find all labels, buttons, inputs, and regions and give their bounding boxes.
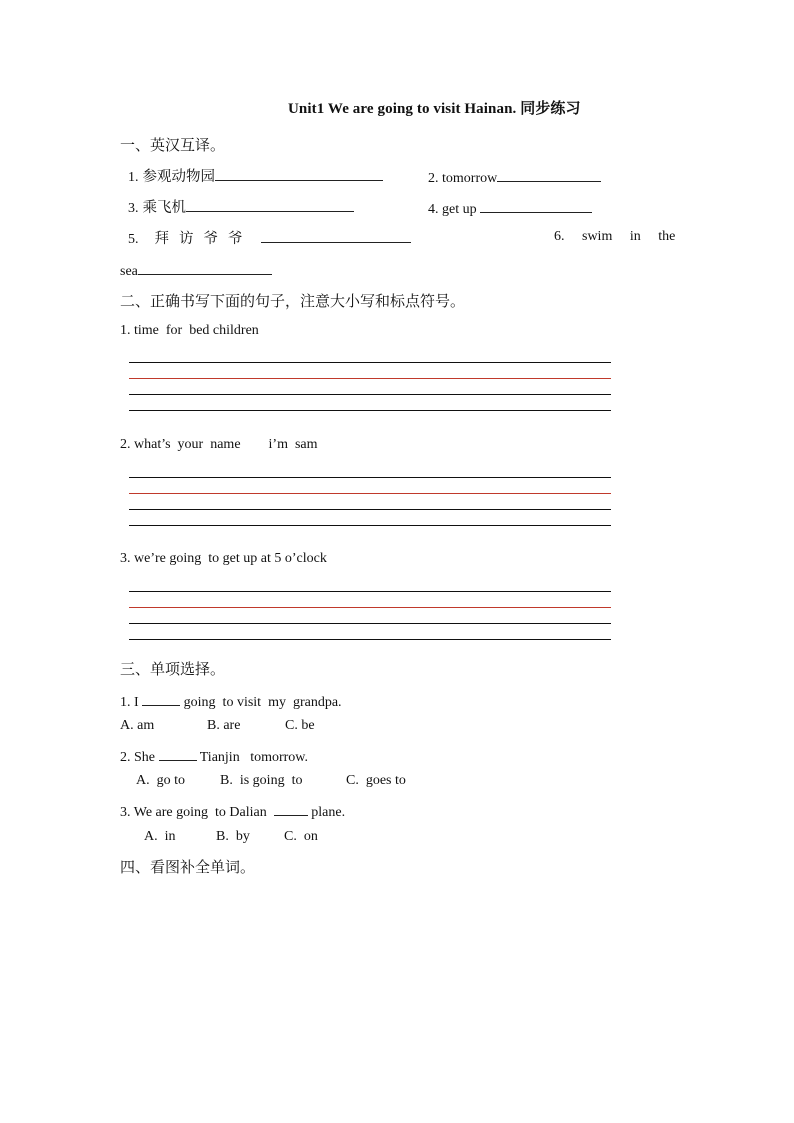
item-number: 5. [128,232,139,247]
item-text: 乘飞机 [142,200,186,216]
option-b[interactable]: B. by [216,829,250,844]
s3-question-2 [120,746,308,766]
item-number: 3. [128,201,139,216]
answer-blank[interactable] [142,691,180,706]
s1-item-6 [554,229,675,245]
item-char: 拜 [154,231,169,247]
writing-line-red [129,607,611,608]
s3-question-3 [120,801,345,821]
question-stem: plane. [307,805,346,820]
writing-line [129,525,611,526]
option-b[interactable]: B. is going to [220,773,303,788]
writing-line [129,410,611,411]
writing-line [129,623,611,624]
writing-line [129,394,611,395]
section-1-heading: 一、英汉互译。 [120,136,226,154]
item-number: 1. [128,170,139,185]
option-c[interactable]: C. on [284,829,318,844]
s2-item-1 [120,323,259,339]
answer-blank[interactable] [138,260,272,275]
item-text: 参观动物园 [142,169,215,185]
answer-blank[interactable] [274,801,308,816]
item-char: 爷 [203,231,218,247]
writing-line [129,362,611,363]
item-word: in [629,229,641,244]
item-text: what’s your name i’m sam [134,437,318,452]
s1-item-2 [428,167,601,187]
s1-item-4 [428,198,592,218]
section-4-heading: 四、看图补全单词。 [120,858,256,876]
option-c[interactable]: C. goes to [346,773,406,788]
item-number: 2. [120,437,131,452]
writing-line [129,591,611,592]
option-c[interactable]: C. be [285,718,315,733]
s3-question-1 [120,691,342,711]
item-text: get up [442,202,477,217]
section-3-heading: 三、单项选择。 [120,660,226,678]
answer-blank[interactable] [261,228,411,243]
answer-blank[interactable] [159,746,197,761]
s1-item-3 [128,196,354,217]
item-char: 爷 [228,231,243,247]
item-char: 访 [179,231,194,247]
item-text: we’re going to get up at 5 o’clock [134,551,327,566]
item-word: swim [582,229,613,244]
answer-blank[interactable] [215,166,383,181]
item-number: 3. [120,551,131,566]
answer-blank[interactable] [186,197,354,212]
question-stem: going to visit my grandpa. [180,695,342,710]
option-a[interactable]: A. am [120,718,155,733]
s1-item-1 [128,165,383,186]
option-b[interactable]: B. are [207,718,241,733]
item-number: 6. [554,229,565,244]
item-text: tomorrow [442,171,498,186]
item-number: 1. [120,323,131,338]
s2-item-2 [120,437,318,453]
question-stem: 3. We are going to Dalian [120,805,274,820]
item-word: sea [120,264,138,279]
item-text: time for bed children [134,323,259,338]
writing-line-red [129,378,611,379]
answer-blank[interactable] [497,167,601,182]
item-number: 4. [428,202,439,217]
item-word: the [658,229,676,244]
option-a[interactable]: A. go to [136,773,185,788]
option-a[interactable]: A. in [144,829,176,844]
item-number: 2. [428,171,439,186]
s1-item-6-cont [120,260,272,280]
writing-line [129,509,611,510]
question-stem: Tianjin tomorrow. [196,750,308,765]
answer-blank[interactable] [480,198,592,213]
writing-line-red [129,493,611,494]
question-stem: 1. I [120,695,143,710]
section-2-heading: 二、正确书写下面的句子，注意大小写和标点符号。 [120,292,466,310]
question-stem: 2. She [120,750,159,765]
s1-item-5 [128,227,411,248]
page-title: Unit1 We are going to visit Hainan. 同步练习 [288,101,581,117]
writing-line [129,477,611,478]
writing-line [129,639,611,640]
s2-item-3 [120,551,327,567]
